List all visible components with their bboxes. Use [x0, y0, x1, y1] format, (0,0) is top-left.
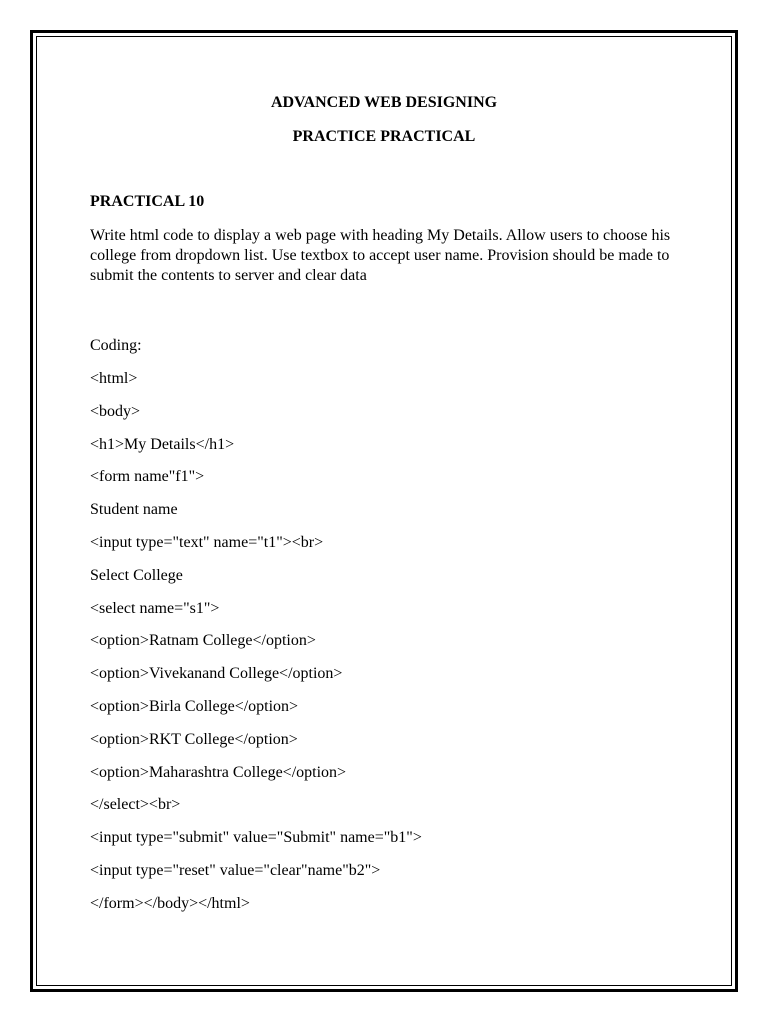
- document-subtitle: PRACTICE PRACTICAL: [292, 128, 476, 145]
- code-line: <select name="s1">: [90, 599, 220, 617]
- code-line: <option>RKT College</option>: [90, 730, 298, 748]
- code-line: <option>Vivekanand College</option>: [90, 665, 343, 683]
- code-line: <input type="reset" value="clear"name"b2">: [90, 861, 381, 879]
- code-line: </form></body></html>: [90, 894, 250, 912]
- document-title: ADVANCED WEB DESIGNING: [270, 94, 498, 111]
- coding-label: Coding:: [90, 337, 142, 354]
- code-line: Select College: [90, 566, 183, 584]
- code-line: <option>Ratnam College</option>: [90, 632, 316, 650]
- practical-heading: PRACTICAL 10: [90, 193, 205, 210]
- code-line: <input type="text" name="t1"><br>: [90, 533, 324, 551]
- code-line: <form name"f1">: [90, 468, 205, 486]
- code-line: <body>: [90, 402, 141, 420]
- code-line: </select><br>: [90, 796, 181, 814]
- code-line: <option>Birla College</option>: [90, 697, 299, 715]
- practical-description: Write html code to display a web page with heading My Details. Allow users to choose his college from dropdown list. Use textbox to accept user name. Provision should be made to submit the contents to server and clear data: [90, 227, 671, 284]
- code-line: <option>Maharashtra College</option>: [90, 763, 347, 781]
- code-line: <h1>My Details</h1>: [90, 435, 235, 453]
- code-line: Student name: [90, 501, 178, 519]
- code-line: <input type="submit" value="Submit" name="b1">: [90, 829, 422, 847]
- code-line: <html>: [90, 370, 138, 387]
- code-listing: [90, 369, 422, 927]
